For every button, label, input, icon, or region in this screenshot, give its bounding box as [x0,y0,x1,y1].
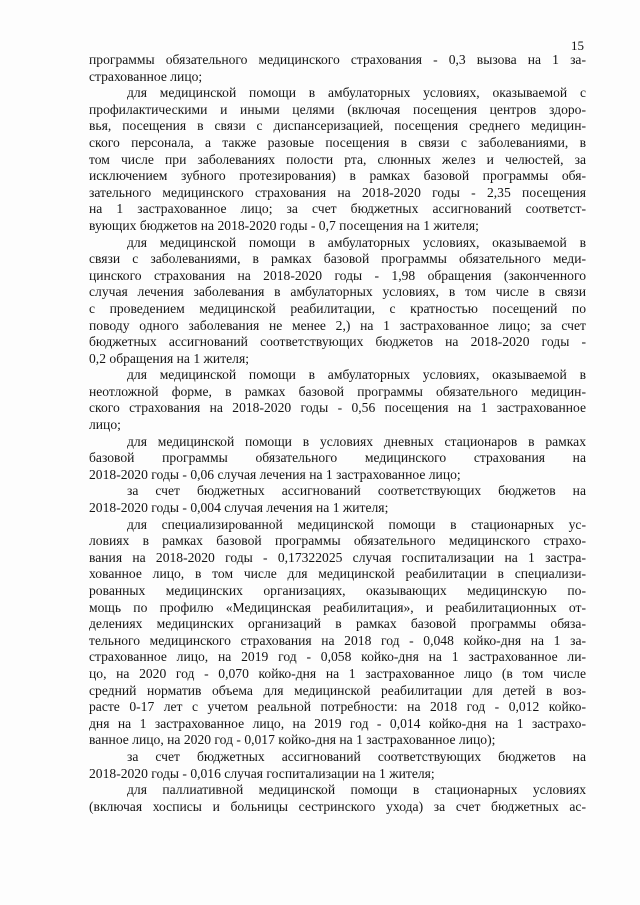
paragraph [89,749,586,782]
text-line: для специализированной медицинской помощи в стационарных ус- [127,516,586,532]
text-line: дня на 1 застрахованное лицо, на 2019 год - 0,014 койко-дня на 1 застрахо- [89,715,586,731]
paragraph [89,782,586,815]
text-line: поводу одного заболевания не менее 2,) на 1 застрахованное лицо; за счет [89,317,586,333]
text-line: рованных медицинских организациях, оказывающих медицинскую по- [89,583,586,598]
text-line: для медицинской помощи в амбулаторных условиях, оказываемой с [127,85,586,101]
document-body [89,52,586,815]
text-line: том числе при заболеваниях полости рта, слюнных желез и челюстей, за [89,151,586,167]
text-line: 2018-2020 годы - 0,004 случая лечения на 1 жителя; [89,500,389,516]
text-line: страхованное лицо; [89,68,203,84]
text-line: мощь по профилю «Медицинская реабилитация», и реабилитационных от- [89,599,586,615]
paragraph [89,235,586,368]
text-line: средний норматив объема для медицинской реабилитации для детей в воз- [89,682,586,698]
text-line: ловиях в рамках базовой программы обязательного медицинского страхо- [89,533,586,549]
text-line: случая лечения заболевания в амбулаторных условиях, в том числе в связи [89,284,586,300]
text-line: 0,2 обращения на 1 жителя; [89,350,249,366]
text-line: ского страхования на 2018-2020 годы - 0,56 посещения на 1 застрахованное [89,400,586,416]
text-line: ванное лицо, на 2020 год - 0,017 койко-дня на 1 застрахованное лицо); [89,732,496,748]
text-line: вья, посещения в связи с диспансеризацией, посещения среднего медицин- [89,118,586,134]
text-line: базовой программы обязательного медицинского страхования на [89,450,586,466]
text-line: лицо; [89,417,121,433]
text-line: делениях медицинских организаций в рамках базовой программы обяза- [89,616,586,632]
text-line: за счет бюджетных ассигнований соответствующих бюджетов на [127,483,586,499]
paragraph [89,367,586,433]
paragraph [89,483,586,516]
text-line: зательного медицинского страхования на 2018-2020 годы - 2,35 посещения [89,184,586,200]
page-number: 15 [571,38,584,53]
text-line: тельного медицинского страхования на 2018 год - 0,048 койко-дня на 1 за- [89,632,586,648]
text-line: для медицинской помощи в амбулаторных условиях, оказываемой в [127,234,586,250]
text-line: расте 0-17 лет с учетом реальной потребности: на 2018 год - 0,012 койко- [89,699,586,715]
paragraph [89,52,586,85]
text-line: на 1 застрахованное лицо; за счет бюджетных ассигнований соответст- [89,201,586,217]
text-line: профилактическими и иными целями (включая посещения центров здоро- [89,101,586,117]
text-line: для медицинской помощи в условиях дневных стационаров в рамках [127,433,586,449]
text-line: ского персонала, а также разовые посещения в связи с заболеваниями, в [89,134,586,150]
text-line: неотложной форме, в рамках базовой программы обязательного медицин- [89,383,586,399]
text-line: программы обязательного медицинского страхования - 0,3 вызова на 1 за- [89,52,586,67]
text-line: для паллиативной медицинской помощи в стационарных условиях [127,782,586,798]
text-line: вания на 2018-2020 годы - 0,17322025 случая госпитализации на 1 застра- [89,549,586,565]
text-line: цо, на 2020 год - 0,070 койко-дня на 1 застрахованное лицо (в том числе [89,665,586,681]
text-line: исключением зубного протезирования) в рамках базовой программы обя- [89,168,586,184]
text-line: с проведением медицинской реабилитации, с кратностью посещений по [89,300,586,316]
paragraph [89,434,586,484]
paragraph [89,85,586,234]
text-line: страхованное лицо, на 2019 год - 0,058 койко-дня на 1 застрахованное ли- [89,649,586,665]
text-line: хованное лицо, в том числе для медицинской реабилитации в специализи- [89,566,586,582]
text-line: цинского страхования на 2018-2020 годы - 1,98 обращения (законченного [89,267,586,283]
text-line: (включая хосписы и больницы сестринского ухода) за счет бюджетных ас- [89,798,586,814]
text-line: для медицинской помощи в амбулаторных условиях, оказываемой в [127,367,586,383]
text-line: за счет бюджетных ассигнований соответствующих бюджетов на [127,748,586,764]
text-line: бюджетных ассигнований соответствующих бюджетов на 2018-2020 годы - [89,334,586,350]
text-line: вующих бюджетов на 2018-2020 годы - 0,7 посещения на 1 жителя; [89,217,479,233]
text-line: 2018-2020 годы - 0,06 случая лечения на 1 застрахованное лицо; [89,466,461,482]
paragraph [89,517,586,749]
text-line: связи с заболеваниями, в рамках базовой программы обязательного меди- [89,251,586,267]
text-line: 2018-2020 годы - 0,016 случая госпитализации на 1 жителя; [89,765,435,781]
